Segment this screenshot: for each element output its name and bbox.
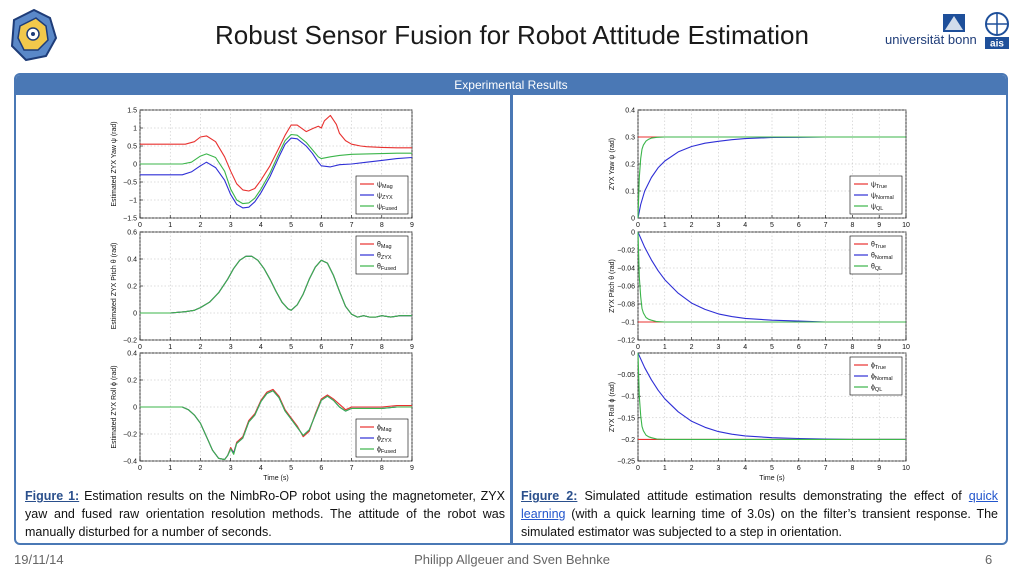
legend bbox=[850, 236, 902, 274]
x-tick-label: 8 bbox=[379, 465, 384, 472]
y-tick-label: 0.4 bbox=[127, 256, 137, 264]
figure2-text-after: (with a quick learning time of 3.0s) on the filter’s transient response. The simulated estimator was subjected to a step in orientation. bbox=[521, 507, 998, 539]
x-tick-label: 7 bbox=[823, 222, 828, 229]
y-tick-label: 0 bbox=[133, 310, 137, 318]
x-tick-label: 4 bbox=[258, 222, 263, 229]
legend-entry: $\phi_{QL}$ bbox=[871, 384, 883, 393]
y-axis-label: Estimated ZYX Pitch θ (rad) bbox=[111, 242, 118, 330]
x-tick-label: 3 bbox=[228, 465, 233, 472]
figure2-plots bbox=[598, 103, 918, 483]
y-tick-label: −0.12 bbox=[617, 337, 635, 345]
y-tick-label: −0.2 bbox=[621, 436, 635, 444]
y-tick-label: −0.25 bbox=[617, 458, 635, 466]
x-tick-label: 5 bbox=[770, 344, 774, 351]
x-tick-label: 3 bbox=[228, 222, 233, 229]
figure1-label: Figure 1: bbox=[25, 489, 80, 503]
y-axis-label: ZYX Roll ϕ (rad) bbox=[609, 381, 616, 433]
x-tick-label: 2 bbox=[689, 465, 694, 472]
x-tick-label: 7 bbox=[349, 465, 354, 472]
section-header: Experimental Results bbox=[16, 75, 1006, 95]
universitaet-bonn-logo bbox=[885, 10, 1015, 50]
y-tick-label: 0.2 bbox=[625, 161, 635, 169]
chart-2 bbox=[111, 230, 414, 352]
x-tick-label: 2 bbox=[198, 222, 203, 229]
x-tick-label: 4 bbox=[258, 344, 263, 351]
x-tick-label: 2 bbox=[689, 222, 694, 229]
legend-entry: $\theta_{Normal}$ bbox=[871, 252, 893, 261]
x-tick-label: 9 bbox=[410, 344, 414, 351]
x-axis-label: Time (s) bbox=[759, 475, 785, 482]
figure2-caption bbox=[521, 487, 998, 541]
y-tick-label: 0 bbox=[631, 215, 635, 223]
x-tick-label: 6 bbox=[796, 222, 801, 229]
x-tick-label: 7 bbox=[823, 344, 828, 351]
legend-entry: $\psi_{Mag}$ bbox=[377, 181, 393, 190]
y-tick-label: 0 bbox=[133, 404, 137, 412]
x-tick-label: 8 bbox=[850, 222, 855, 229]
x-tick-label: 8 bbox=[379, 344, 384, 351]
x-tick-label: 8 bbox=[379, 222, 384, 229]
footer-date: 19/11/14 bbox=[14, 552, 64, 567]
legend-entry: $\phi_{Fused}$ bbox=[377, 446, 397, 455]
x-tick-label: 9 bbox=[877, 222, 882, 229]
y-tick-label: −1.5 bbox=[123, 215, 137, 223]
panel-divider bbox=[510, 95, 513, 543]
legend bbox=[850, 176, 902, 214]
legend-entry: $\theta_{QL}$ bbox=[871, 263, 883, 272]
x-tick-label: 5 bbox=[289, 465, 294, 472]
x-tick-label: 1 bbox=[168, 465, 173, 472]
x-tick-label: 9 bbox=[877, 465, 882, 472]
figure2-text-before: Simulated attitude estimation results demonstrating the effect of bbox=[584, 489, 962, 503]
y-tick-label: −0.5 bbox=[123, 179, 137, 187]
y-tick-label: −0.06 bbox=[617, 283, 635, 291]
y-tick-label: 0 bbox=[631, 350, 635, 358]
y-tick-label: −0.1 bbox=[621, 319, 635, 327]
y-tick-label: 0.2 bbox=[127, 283, 137, 291]
y-tick-label: −0.2 bbox=[123, 337, 137, 345]
x-tick-label: 2 bbox=[198, 465, 203, 472]
legend-entry: $\phi_{True}$ bbox=[871, 362, 887, 371]
page-number: 6 bbox=[985, 552, 993, 567]
y-axis-label: ZYX Yaw ψ (rad) bbox=[609, 137, 616, 191]
legend-entry: $\psi_{ZYX}$ bbox=[377, 192, 393, 201]
x-tick-label: 3 bbox=[716, 465, 721, 472]
chart-6 bbox=[609, 351, 910, 483]
chart-4 bbox=[609, 108, 910, 230]
x-tick-label: 6 bbox=[319, 344, 324, 351]
legend-entry: $\phi_{Mag}$ bbox=[377, 424, 392, 433]
x-tick-label: 6 bbox=[319, 222, 324, 229]
y-tick-label: −0.08 bbox=[617, 301, 635, 309]
x-tick-label: 6 bbox=[319, 465, 324, 472]
legend-entry: $\phi_{Normal}$ bbox=[871, 373, 893, 382]
y-tick-label: 0.1 bbox=[625, 188, 635, 196]
legend-entry: $\theta_{ZYX}$ bbox=[377, 252, 392, 261]
x-tick-label: 4 bbox=[743, 465, 748, 472]
x-tick-label: 6 bbox=[796, 465, 801, 472]
y-tick-label: 0.4 bbox=[127, 350, 137, 358]
y-tick-label: −0.02 bbox=[617, 247, 635, 255]
y-axis-label: ZYX Pitch θ (rad) bbox=[609, 259, 616, 313]
x-tick-label: 1 bbox=[168, 344, 173, 351]
x-axis-label: Time (s) bbox=[263, 475, 289, 482]
x-tick-label: 10 bbox=[902, 222, 910, 229]
legend bbox=[356, 419, 408, 457]
x-tick-label: 4 bbox=[743, 344, 748, 351]
x-tick-label: 0 bbox=[636, 465, 640, 472]
x-tick-label: 9 bbox=[877, 344, 882, 351]
x-tick-label: 7 bbox=[823, 465, 828, 472]
y-tick-label: 0 bbox=[133, 161, 137, 169]
y-axis-label: Estimated ZYX Yaw ψ (rad) bbox=[111, 121, 118, 207]
university-wordmark: universität bonn bbox=[885, 32, 977, 47]
chart-1 bbox=[111, 108, 414, 230]
legend bbox=[356, 176, 408, 214]
legend bbox=[356, 236, 408, 274]
legend-entry: $\psi_{QL}$ bbox=[871, 203, 884, 212]
x-tick-label: 1 bbox=[662, 222, 667, 229]
x-tick-label: 0 bbox=[138, 222, 142, 229]
y-tick-label: 0.6 bbox=[127, 229, 137, 237]
y-tick-label: −0.2 bbox=[123, 431, 137, 439]
legend-entry: $\psi_{True}$ bbox=[871, 181, 888, 190]
y-tick-label: 1.5 bbox=[127, 107, 137, 115]
x-tick-label: 1 bbox=[168, 222, 173, 229]
legend-entry: $\phi_{ZYX}$ bbox=[377, 435, 392, 444]
x-tick-label: 5 bbox=[770, 222, 774, 229]
x-tick-label: 9 bbox=[410, 222, 414, 229]
figure1-plots bbox=[104, 103, 424, 483]
x-tick-label: 7 bbox=[349, 344, 354, 351]
x-tick-label: 6 bbox=[796, 344, 801, 351]
ais-badge: ais bbox=[990, 38, 1004, 50]
x-tick-label: 1 bbox=[662, 465, 667, 472]
x-tick-label: 8 bbox=[850, 344, 855, 351]
figure1-caption bbox=[25, 487, 505, 541]
legend-entry: $\theta_{Fused}$ bbox=[377, 263, 397, 272]
x-tick-label: 4 bbox=[743, 222, 748, 229]
quick-learning-link[interactable]: quick learning bbox=[521, 489, 998, 521]
x-tick-label: 10 bbox=[902, 344, 910, 351]
legend-entry: $\psi_{Fused}$ bbox=[377, 203, 398, 212]
x-tick-label: 4 bbox=[258, 465, 263, 472]
y-tick-label: 0.2 bbox=[127, 377, 137, 385]
y-tick-label: 1 bbox=[133, 125, 137, 133]
figure1-text: Estimation results on the NimbRo-OP robot using the magnetometer, ZYX yaw and fused raw orientation resolution methods. The attitude of the robot was manually disturbed for a number of seconds. bbox=[25, 489, 505, 539]
x-tick-label: 0 bbox=[636, 344, 640, 351]
y-tick-label: −1 bbox=[129, 197, 137, 205]
legend-entry: $\psi_{Normal}$ bbox=[871, 192, 894, 201]
chart-5 bbox=[609, 230, 910, 352]
x-tick-label: 0 bbox=[138, 465, 142, 472]
y-tick-label: 0 bbox=[631, 229, 635, 237]
y-tick-label: −0.1 bbox=[621, 393, 635, 401]
x-tick-label: 0 bbox=[138, 344, 142, 351]
chart-3 bbox=[111, 351, 414, 483]
y-tick-label: 0.5 bbox=[127, 143, 137, 151]
x-tick-label: 5 bbox=[289, 222, 294, 229]
x-tick-label: 1 bbox=[662, 344, 667, 351]
y-tick-label: 0.4 bbox=[625, 107, 635, 115]
x-tick-label: 5 bbox=[770, 465, 774, 472]
y-tick-label: 0.3 bbox=[625, 134, 635, 142]
x-tick-label: 8 bbox=[850, 465, 855, 472]
legend bbox=[850, 357, 902, 395]
x-tick-label: 5 bbox=[289, 344, 294, 351]
y-tick-label: −0.15 bbox=[617, 415, 635, 423]
legend-entry: $\theta_{Mag}$ bbox=[377, 241, 392, 250]
slide-title: Robust Sensor Fusion for Robot Attitude Estimation bbox=[215, 20, 809, 50]
x-tick-label: 3 bbox=[716, 222, 721, 229]
y-tick-label: −0.05 bbox=[617, 372, 635, 380]
legend-entry: $\theta_{True}$ bbox=[871, 241, 887, 250]
y-tick-label: −0.4 bbox=[123, 458, 137, 466]
x-tick-label: 10 bbox=[902, 465, 910, 472]
x-tick-label: 2 bbox=[198, 344, 203, 351]
x-tick-label: 2 bbox=[689, 344, 694, 351]
x-tick-label: 3 bbox=[716, 344, 721, 351]
figure2-label: Figure 2: bbox=[521, 489, 578, 503]
y-axis-label: Estimated ZYX Roll ϕ (rad) bbox=[111, 365, 118, 449]
footer-authors: Philipp Allgeuer and Sven Behnke bbox=[414, 552, 610, 567]
x-tick-label: 7 bbox=[349, 222, 354, 229]
x-tick-label: 0 bbox=[636, 222, 640, 229]
x-tick-label: 3 bbox=[228, 344, 233, 351]
y-tick-label: −0.04 bbox=[617, 265, 635, 273]
x-tick-label: 9 bbox=[410, 465, 414, 472]
